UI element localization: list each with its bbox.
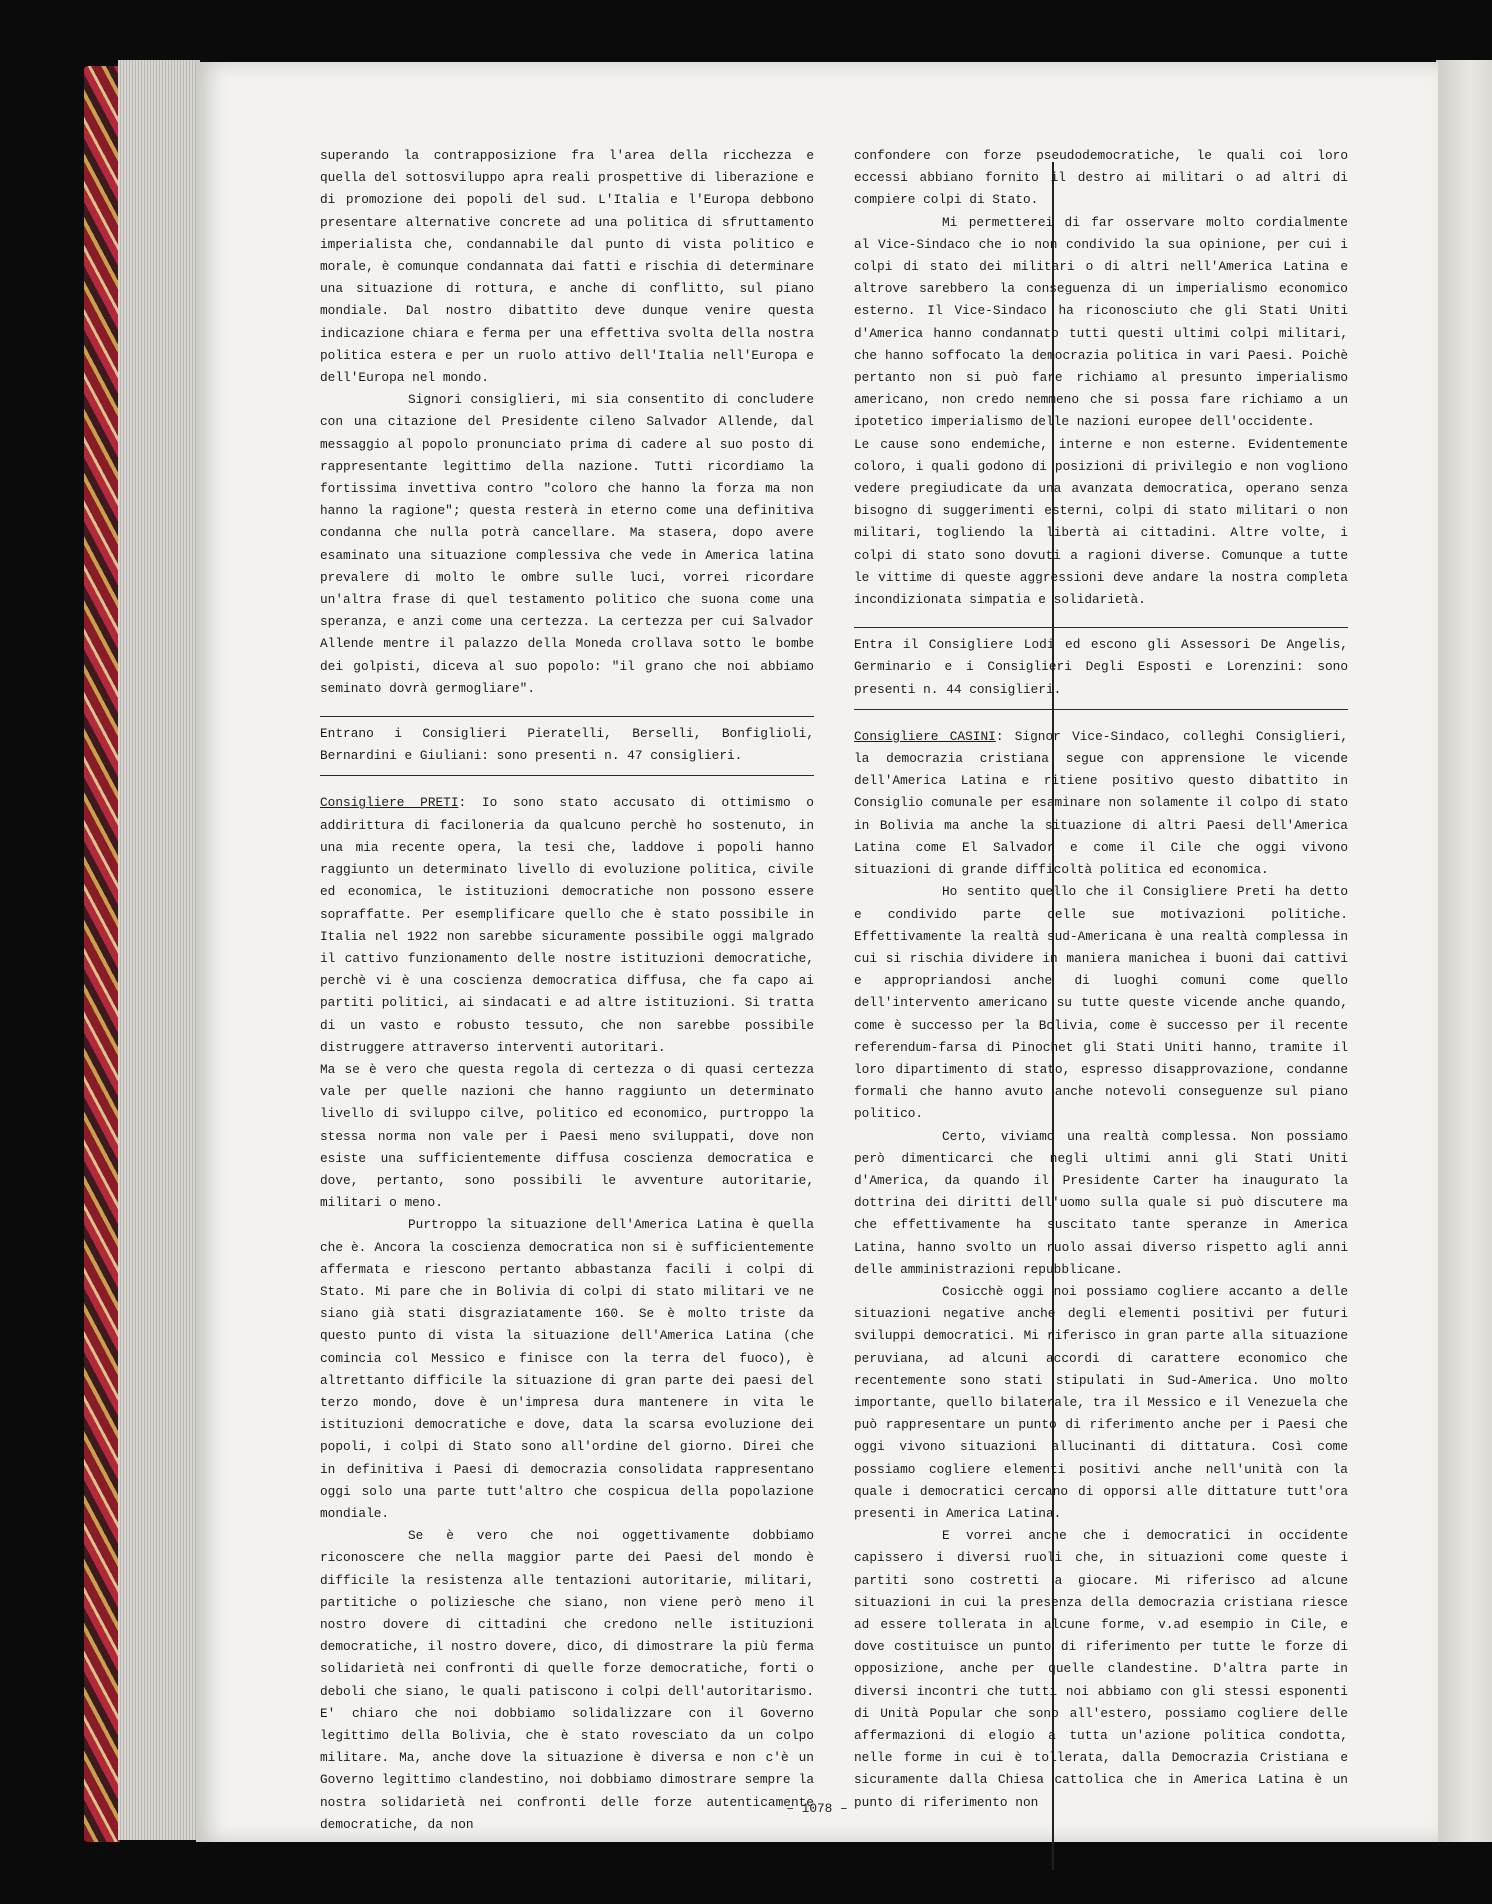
- right-column: [854, 145, 1348, 1814]
- page-number: – 1078 –: [786, 1801, 848, 1816]
- attendance-notice: Entrano i Consiglieri Pieratelli, Berselli, Bonfiglioli, Bernardini e Giuliani: sono presenti n. 47 consiglieri.: [320, 726, 814, 764]
- paragraph: confondere con forze pseudodemocratiche, le quali coi loro eccessi abbiano fornito il destro ai militari o ad altri di compiere colpi di Stato.: [854, 148, 1348, 208]
- speaker-name: Consigliere CASINI: [854, 728, 996, 744]
- horizontal-rule: [854, 627, 1348, 628]
- paragraph: Ho sentito quello che il Consigliere Preti ha detto e condivido parte delle sue motivazioni politiche. Effettivamente la realtà sud-Americana è una realtà complessa in cui si rischia dividere in maniera manichea i buoni dai cattivi e appropriandosi anche di luoghi comuni come quello dell'intervento americano su tutte queste vicende anche quando, come è successo per la Bolivia, come è successo per il recente referendum-farsa di Pinochet gli Stati Uniti hanno, tramite il loro dipartimento di stato, espresso disapprovazione, condanne formali che hanno avuto anche notevoli conseguenze sul piano politico.: [854, 884, 1348, 1122]
- paragraph: Se è vero che noi oggettivamente dobbiamo riconoscere che nella maggior parte dei Paesi del mondo è difficile la resistenza alle tentazioni autoritarie, militari, partitiche o poliziesche che siano, non viene però meno il nostro dovere di cittadini che credono nelle istituzioni democratiche, il nostro dovere, dico, di dimostrare la più ferma solidarietà nei confronti di quelle forze democratiche, forti o deboli che siano, le quali patiscono i colpi dell'autoritarismo. E' chiaro che noi dobbiamo solidalizzare con il Governo legittimo della Bolivia, che è stato rovesciato da un colpo militare. Ma, anche dove la situazione è diversa e non c'è un Governo legittimo clandestino, noi dobbiamo dimostrare sempre la nostra solidarietà nei confronti delle forze autenticamente democratiche, da non: [320, 1528, 814, 1832]
- speech-paragraph: [854, 726, 1348, 881]
- paragraph: Purtroppo la situazione dell'America Latina è quella che è. Ancora la coscienza democratica non si è sufficientemente affermata e riescono pertanto abbastanza facili i colpi di Stato. Mi pare che in Bolivia di colpi di stato militari ve ne siano già stati disgraziatamente 160. Se è molto triste da questo punto di vista la situazione dell'America Latina (che comincia col Messico e finisce con la terra del fuoco), è altrettanto difficile la situazione di gran parte dei paesi del terzo mondo, dove è un'impresa dura mantenere in vita le istituzioni democratiche e dove, data la scarsa evoluzione dei popoli, i colpi di Stato sono all'ordine del giorno. Direi che in definitiva i Paesi di democrazia consolidata rappresentano oggi solo una parte tutt'altro che cospicua della popolazione mondiale.: [320, 1217, 814, 1521]
- speech-text: : Io sono stato accusato di ottimismo o addirittura di faciloneria da qualcuno perchè ho sostenuto, in una mia recente opera, la tesi che, laddove i popoli hanno raggiunto un determinato livello di evoluzione politica, civile ed economica, le istituzioni democratiche non possono essere sopraffatte. Per esemplificare quello che è stato possibile in Italia nel 1922 non sarebbe sicuramente possibile oggi malgrado il cattivo funzionamento delle nostre istituzioni democratiche, perchè vi è una coscienza democratica diffusa, che fa capo ai partiti politici, ai sindacati e ad altre istituzioni. Si tratta di un vasto e robusto tessuto, che non sarebbe possibile distruggere attraverso interventi autoritari.: [320, 795, 814, 1055]
- speech-paragraph: [320, 792, 814, 1058]
- paragraph: E vorrei anche che i democratici in occidente capissero i diversi ruoli che, in situazioni come queste i partiti sono costretti a giocare. Mi riferisco ad alcune situazioni in cui la presenza della democrazia cristiana riesce ad essere tollerata in alcune forme, v.ad esempio in Cile, e dove costituisce un punto di riferimento per tutte le forze di opposizione, anche per quelle clandestine. D'altra parte in diversi incontri che tutti noi abbiamo con gli stessi esponenti di Unità Popular che sono all'estero, possiamo cogliere delle affermazioni di elogio a tutta un'azione politica condotta, nelle forme in cui è tollerata, dalla Democrazia Cristiana e sicuramente dalla Chiesa cattolica che in America Latina è un punto di riferimento non: [854, 1528, 1348, 1810]
- paragraph: superando la contrapposizione fra l'area della ricchezza e quella del sottosviluppo apra reali prospettive di liberazione e di promozione dei popoli del sud. L'Italia e l'Europa debbono presentare alternative concrete ad una politica di sfruttamento imperialista che, condannabile dal punto di vista politico e morale, è comunque condannata dai fatti e rischia di determinare una situazione di rottura, e anche di conflitto, sul piano mondiale. Dal nostro dibattito deve dunque venire questa indicazione chiara e ferma per una effettiva svolta della nostra politica estera e per un ruolo attivo dell'Italia nell'Europa e dell'Europa nel mondo.: [320, 148, 814, 386]
- left-column: [320, 145, 814, 1836]
- attendance-notice: Entra il Consigliere Lodi ed escono gli Assessori De Angelis, Germinario e i Consiglieri Degli Esposti e Lorenzini: sono presenti n. 44 consiglieri.: [854, 637, 1348, 697]
- book-page: [196, 62, 1438, 1842]
- paragraph: Cosicchè oggi noi possiamo cogliere accanto a delle situazioni negative anche degli elementi positivi per futuri sviluppi democratici. Mi riferisco in gran parte alla situazione peruviana, ad alcuni accordi di carattere economico che recentemente sono stati stipulati in Sud-America. Uno molto importante, quello bilaterale, tra il Messico e il Venezuela che può rappresentare un punto di riferimento anche per i Paesi che oggi vivono situazioni allucinanti di dittatura. Così come possiamo cogliere elementi positivi anche nell'unità con la quale i democratici cercano di opporsi alle dittature tutt'ora presenti in America Latina.: [854, 1283, 1348, 1521]
- next-page-edge: [1436, 60, 1492, 1842]
- horizontal-rule: [320, 716, 814, 717]
- speaker-name: Consigliere PRETI: [320, 795, 459, 811]
- paragraph: Ma se è vero che questa regola di certezza o di quasi certezza vale per quelle nazioni che hanno raggiunto un determinato livello di sviluppo cilve, politico ed economico, purtroppo la stessa norma non vale per i Paesi meno sviluppati, dove non esiste una sufficientemente diffusa coscienza democratica e dove, pertanto, sono possibili le avventure autoritarie, militari o meno.: [320, 1061, 814, 1211]
- paragraph: Le cause sono endemiche, interne e non esterne. Evidentemente coloro, i quali godono di posizioni di privilegio e non vogliono vedere pregiudicate da una avanzata democratica, operano senza bisogno di suggerimenti esterni, colpi di stato militari o non militari, togliendo la libertà ai cittadini. Altre volte, i colpi di stato sono dovuti a ragioni diverse. Comunque a tutte le vittime di queste aggressioni deve andare la nostra completa incondizionata simpatia e solidarietà.: [854, 436, 1348, 608]
- book-page-block: [118, 60, 200, 1840]
- book-marbled-edge: [84, 66, 120, 1842]
- paragraph: Signori consiglieri, mi sia consentito di concludere con una citazione del Presidente cileno Salvador Allende, dal messaggio al popolo pronunciato prima di cadere al suo posto di rappresentante legittimo della nazione. Tutti ricordiamo la fortissima invettiva contro "coloro che hanno la forza ma non hanno la ragione"; questa resterà in eterno come una definitiva condanna che nulla potrà cancellare. Ma stasera, dopo avere esaminato una situazione complessiva che vede in America latina prevalere di molto le ombre sulle luci, vorrei ricordare un'altra frase di quel testamento politico che suona come una speranza, e anzi come una certezza. La certezza per cui Salvador Allende mentre il palazzo della Moneda crollava sotto le bombe dei golpisti, diceva al suo popolo: "il grano che noi abbiamo seminato dovrà germogliare".: [320, 392, 814, 696]
- horizontal-rule: [320, 775, 814, 776]
- speech-text: : Signor Vice-Sindaco, colleghi Consiglieri, la democrazia cristiana segue con apprensione le vicende dell'America Latina e ritiene positivo questo dibattito in Consiglio comunale per esaminare non solamente il colpo di stato in Bolivia ma anche la situazione di altri Paesi dell'America Latina come El Salvador e come il Cile che oggi vivono situazioni di grande difficoltà politica ed economica.: [854, 728, 1348, 878]
- horizontal-rule: [854, 709, 1348, 710]
- paragraph: Certo, viviamo una realtà complessa. Non possiamo però dimenticarci che negli ultimi anni gli Stati Uniti d'America, da quando il Presidente Carter ha inaugurato la dottrina dei diritti dell'uomo sulla quale si può discutere ma che effettivamente ha suscitato tante speranze in America Latina, hanno svolto un ruolo assai diverso rispetto agli anni delle amministrazioni repubblicane.: [854, 1128, 1348, 1277]
- paragraph: Mi permetterei di far osservare molto cordialmente al Vice-Sindaco che io non condivido la sua opinione, per cui i colpi di stato dei militari o di altri nell'America Latina e altrove sarebbero la conseguenza di un imperialismo economico esterno. Il Vice-Sindaco ha riconosciuto che gli Stati Uniti d'America hanno condannato tutti questi ultimi colpi militari, che hanno soffocato la democrazia politica in vari Paesi. Poichè pertanto non si può fare richiamo al presunto imperialismo americano, non credo nemmeno che si possa fare richiamo a un ipotetico imperialismo delle nazioni europee dell'occidente.: [854, 214, 1348, 430]
